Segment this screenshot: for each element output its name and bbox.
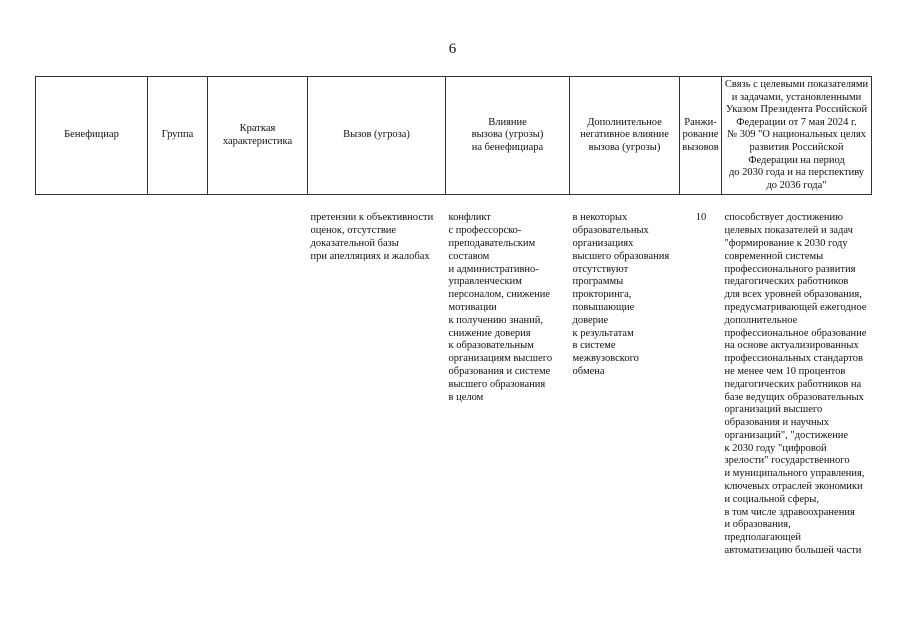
page-number: 6 — [448, 41, 457, 57]
challenges-table — [35, 76, 872, 558]
header-ranking: Ранжи- рование вызовов — [680, 77, 722, 195]
cell-link-to-targets: способствует достижению целевых показателей и задач "формирование к 2030 году современной системы профессионального развития педагогических работников для всех уровней образования, предусматривающей ежегодное дополнительное профессиональное образование на основе актуализированных профессиональных стандартов не менее чем 10 процентов педагогических работников на базе ведущих образовательных организаций высшего образования и научных организаций", "достижение к 2030 году "цифровой зрелости" государственного и муниципального управления, ключевых отраслей экономики и социальной сферы, в том числе здравоохранения и образования, предполагающей автоматизацию большей части — [724, 212, 867, 557]
header-challenge: Вызов (угроза) — [308, 77, 446, 195]
header-impact: Влияние вызова (угрозы) на бенефициара — [446, 77, 570, 195]
cell-ranking: 10 — [695, 212, 707, 224]
header-additional-impact: Дополнительное негативное влияние вызова (угрозы) — [570, 77, 680, 195]
cell-beneficiary — [36, 195, 148, 558]
header-group: Группа — [148, 77, 208, 195]
table-row — [36, 195, 872, 558]
cell-additional-impact: в некоторых образовательных организациях высшего образования отсутствуют программы прокторинга, повышающие доверие к результатам в системе межвузовского обмена — [572, 212, 670, 377]
header-beneficiary: Бенефициар — [36, 77, 148, 195]
cell-description — [208, 195, 308, 558]
cell-group — [148, 195, 208, 558]
cell-impact: конфликт с профессорско- преподавательским составом и административно- управленческим персоналом, снижение мотивации к получению знаний, снижение доверия к образовательным организациям высшего образования и системе высшего образования в целом — [448, 212, 553, 403]
table-header-row — [36, 77, 872, 195]
cell-challenge: претензии к объективности оценок, отсутствие доказательной базы при апелляциях и жалобах — [310, 212, 434, 262]
header-link-to-targets: Связь с целевыми показателями и задачами, установленными Указом Президента Российской Федерации от 7 мая 2024 г. № 309 "О национальных целях развития Российской Федерации на период до 2030 года и на перспективу до 2036 года" — [722, 77, 872, 195]
header-description: Краткая характеристика — [208, 77, 308, 195]
